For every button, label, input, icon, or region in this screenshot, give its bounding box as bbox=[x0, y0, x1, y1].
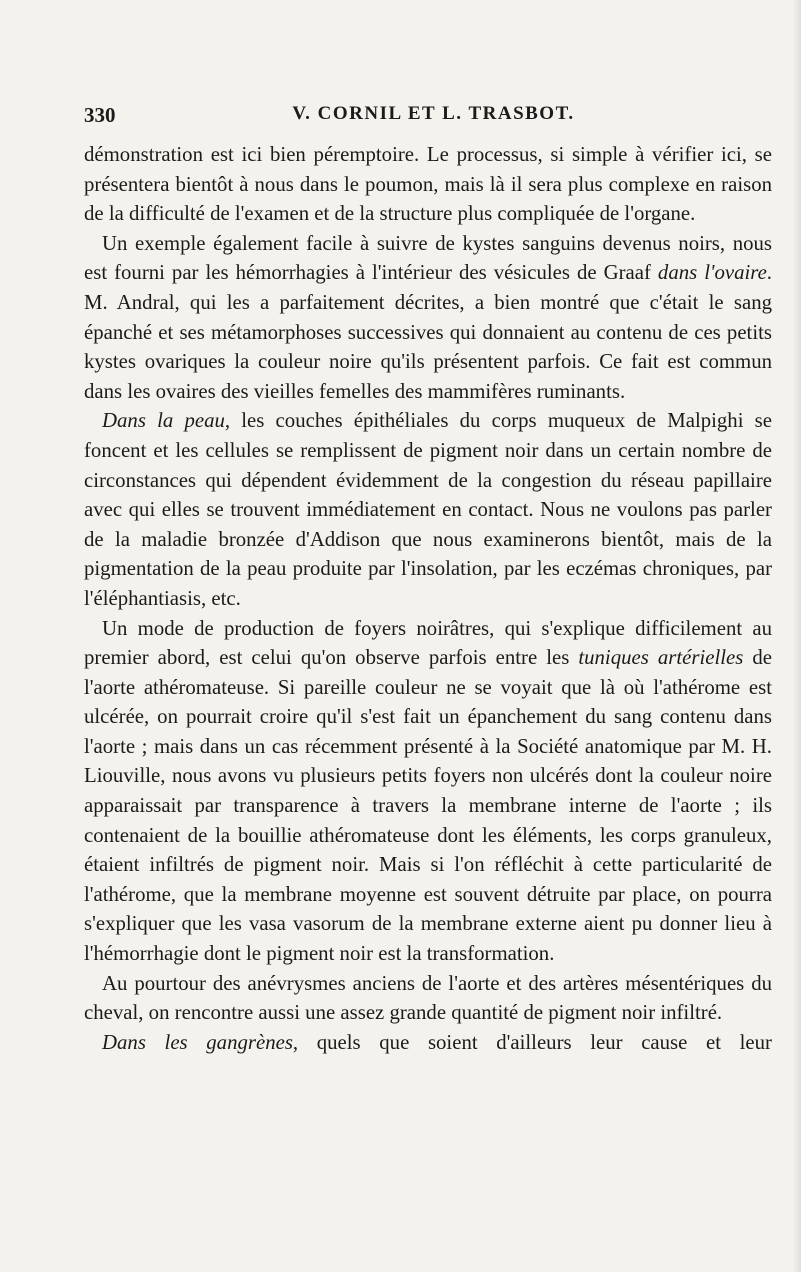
paragraph-2-italic: dans l'ovaire bbox=[657, 261, 767, 285]
paragraph-6 bbox=[84, 1028, 772, 1058]
paragraph-2-text-b: . M. Andral, qui les a parfaitement décrites, a bien montré que c'était le sang épanché et ses métamorphoses successives qui donnaient au contenu de ces petits kystes ovariques la couleur noire qu'ils présentent parfois. Ce fait est commun dans les ovaires des vieilles femelles des mammifères ruminants. bbox=[84, 261, 772, 403]
paragraph-6-text: , quels que soient d'ailleurs leur cause et leur bbox=[292, 1030, 772, 1054]
running-title: V. CORNIL ET L. TRASBOT. bbox=[292, 103, 575, 124]
paragraph-2 bbox=[84, 229, 772, 407]
paragraph-6-italic: Dans les gangrènes bbox=[102, 1030, 293, 1054]
paragraph-4-italic: tuniques artérielles bbox=[578, 646, 744, 670]
paragraph-3-italic: Dans la peau bbox=[102, 409, 225, 433]
body-text bbox=[84, 140, 772, 1057]
paragraph-4-text-b: de l'aorte athéromateuse. Si pareille couleur ne se voyait que là où l'athérome est ulcérée, on pourrait croire qu'il s'est fait un épanchement du sang contenu dans l'aorte ; mais dans un cas récemment présenté à la Société anatomique par M. H. Liouville, nous avons vu plusieurs petits foyers non ulcérés dont la couleur noire apparaissait par transparence à travers la membrane interne de l'aorte ; ils contenaient de la bouillie athéromateuse dont les éléments, les corps granuleux, étaient infiltrés de pigment noir. Mais si l'on réfléchit à cette particularité de l'athérome, que la membrane moyenne est souvent détruite par place, on pourra s'expliquer que les vasa vasorum de la membrane externe aient pu donner lieu à l'hémorrhagie dont le pigment noir est la transformation. bbox=[84, 646, 772, 966]
paragraph-5-text: Au pourtour des anévrysmes anciens de l'aorte et des artères mésentériques du cheval, on rencontre aussi une assez grande quantité de pigment noir infiltré. bbox=[84, 971, 772, 1025]
running-head bbox=[84, 103, 773, 129]
paragraph-2-text-a: Un exemple également facile à suivre de kystes sanguins devenus noirs, nous est fourni par les hémorrhagies à l'intérieur des vésicules de Graaf bbox=[84, 231, 772, 285]
paragraph-5 bbox=[84, 969, 772, 1028]
paragraph-4 bbox=[84, 614, 772, 969]
paragraph-4-text-a: Un mode de production de foyers noirâtres, qui s'explique difficilement au premier abord, est celui qu'on observe parfois entre les bbox=[84, 616, 772, 670]
paragraph-3 bbox=[84, 406, 772, 613]
page-edge-shadow bbox=[793, 0, 801, 1272]
paragraph-1-text: démonstration est ici bien péremptoire. Le processus, si simple à vérifier ici, se présentera bientôt à nous dans le poumon, mais là il sera plus complexe en raison de la difficulté de l'examen et de la structure plus compliquée de l'organe. bbox=[84, 143, 772, 226]
page-number: 330 bbox=[84, 103, 116, 127]
paragraph-3-text: , les couches épithéliales du corps muqueux de Malpighi se foncent et les cellules se remplissent de pigment noir dans un certain nombre de circonstances qui dépendent évidemment de la congestion du réseau papillaire avec qui elles se trouvent immédiatement en contact. Nous ne voulons pas parler de la maladie bronzée d'Addison que nous examinerons bientôt, mais de la pigmentation de la peau produite par l'insolation, par les eczémas chroniques, par l'éléphantiasis, etc. bbox=[84, 409, 772, 610]
paragraph-1 bbox=[84, 140, 772, 229]
